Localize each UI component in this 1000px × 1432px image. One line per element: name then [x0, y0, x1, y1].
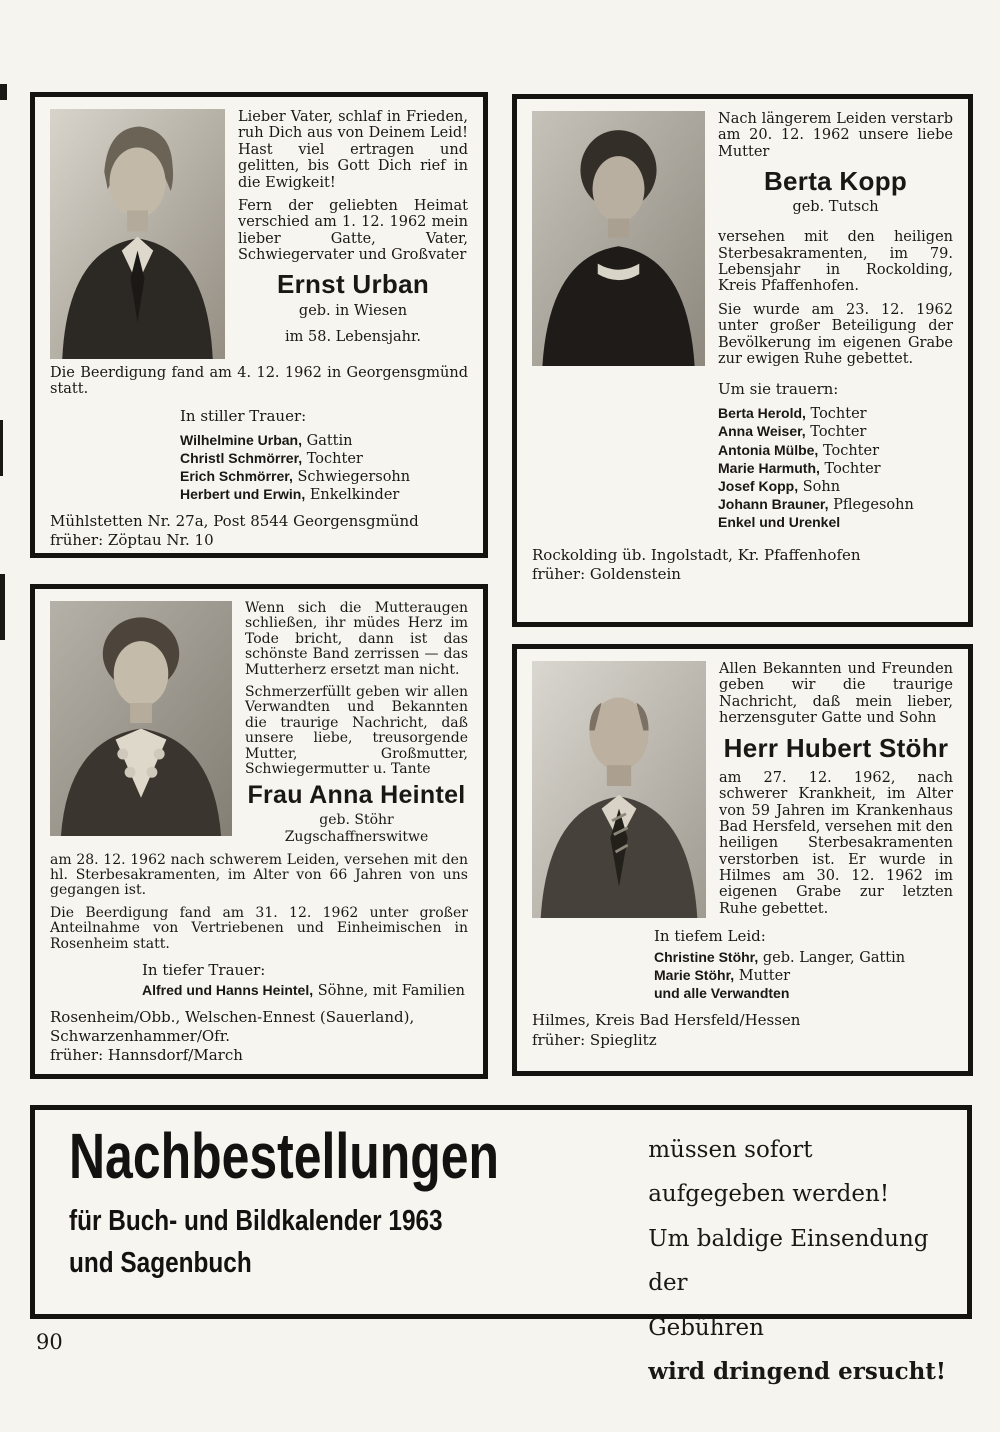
mourner-name: und alle Verwandten — [654, 985, 790, 1002]
mourner-name: Erich Schmörrer, — [180, 468, 293, 484]
obituary-anna-heintel — [30, 584, 488, 1079]
mourner-name: Josef Kopp, — [718, 477, 799, 494]
address-line: Schwarzenhammer/Ofr. — [50, 1027, 231, 1046]
intro-text: Allen Bekannten und Freunden geben wir die traurige Nachricht, daß mein lieber, herzensguter Gatte und Sohn — [719, 661, 953, 727]
obituary-top-row — [50, 601, 468, 847]
ad-title: Nachbestellungen — [69, 1120, 499, 1192]
mourner-role: Tochter — [306, 450, 363, 467]
address-line: früher: Hannsdorf/March — [50, 1046, 243, 1065]
mourner-name: Christl Schmörrer, — [180, 449, 303, 466]
obituary-berta-kopp — [512, 94, 973, 627]
mourner-role: Tochter — [822, 442, 880, 459]
intro-text: Fern der geliebten Heimat verschied am 1. 12. 1962 mein lieber Gatte, Vater, Schwiegervater und Großvater — [238, 197, 468, 263]
body-text: am 27. 12. 1962, nach schwerer Krankheit, im Alter von 59 Jahren im Krankenhaus Bad Hersfeld, versehen mit den heiligen Sterbesakramenten verstorben ist. Er wurde in Hilmes am 30. 12. 1962 im eigenen Grabe zur letzten Ruhe gebettet. — [719, 769, 953, 917]
mourning-label: In tiefem Leid: — [654, 927, 766, 945]
ad-text-line: müssen sofort aufgegeben werden! — [648, 1137, 890, 1208]
portrait-photo-man-suit — [50, 109, 225, 359]
portrait-photo-woman-dark-dress — [532, 111, 705, 366]
mourner-row — [718, 478, 953, 496]
mourner-row — [718, 423, 953, 441]
deceased-name: Ernst Urban — [276, 269, 430, 300]
deceased-name: Berta Kopp — [763, 166, 908, 197]
ad-subtitle-line: für Buch- und Bildkalender 1963 — [69, 1205, 443, 1237]
mourners-list — [180, 432, 468, 505]
mourner-name: Marie Harmuth, — [718, 459, 820, 476]
mourner-role: Pflegesohn — [833, 496, 914, 513]
obituary-top-row — [50, 109, 468, 359]
ad-text-line: Um baldige Einsendung der — [648, 1225, 929, 1297]
mourner-row — [654, 967, 953, 985]
obituary-text-column — [719, 661, 953, 917]
mourner-role: Tochter — [810, 424, 867, 441]
mourners-list — [654, 949, 953, 1003]
mourner-row — [180, 450, 468, 468]
mourner-row — [654, 949, 953, 967]
mourner-role: geb. Langer, Gattin — [762, 950, 906, 966]
mourner-name: Marie Stöhr, — [654, 967, 735, 984]
mourning-block — [142, 961, 468, 1000]
mourner-row — [718, 514, 953, 532]
mourner-row — [718, 496, 953, 514]
birth-line: geb. Stöhr — [319, 811, 394, 828]
mourner-name: Alfred und Hanns Heintel, — [142, 981, 314, 998]
intro-text: Schmerzerfüllt geben wir allen Verwandten und Bekannten die traurige Nachricht, daß unsere liebe, treusorgende Mutter, Großmutter, Schwiegermutter u. Tante — [245, 683, 468, 777]
mourner-row — [718, 460, 953, 478]
epigraph-text: Lieber Vater, schlaf in Frieden, ruh Dich aus von Deinem Leid! Hast viel ertragen und gelitten, bis Gott Dich rief in die Ewigkeit! — [238, 109, 468, 191]
mourner-role: Söhne, mit Familien — [317, 982, 465, 999]
obituary-hubert-stoehr — [512, 644, 973, 1076]
ad-subtitle-block — [69, 1200, 620, 1284]
scan-artifact — [0, 84, 7, 100]
address-block — [532, 546, 953, 584]
birth-line: geb. Tutsch — [792, 199, 879, 216]
mourning-block — [654, 927, 953, 1003]
title-line: Zugschaffnerswitwe — [284, 829, 429, 846]
mourner-role: Tochter — [824, 460, 881, 477]
page-number: 90 — [36, 1330, 63, 1354]
mourner-row — [718, 405, 953, 423]
ad-text-block — [620, 1110, 967, 1385]
mourner-name: Antonia Mülbe, — [718, 441, 819, 458]
mourning-label: In tiefer Trauer: — [142, 960, 266, 979]
deceased-name: Herr Hubert Stöhr — [723, 732, 949, 763]
mourner-role: Gattin — [306, 432, 353, 449]
address-line: früher: Goldenstein — [532, 565, 681, 584]
mourner-name: Anna Weiser, — [718, 423, 806, 440]
mourner-row — [180, 486, 468, 504]
mourner-row — [180, 432, 468, 450]
mourner-role: Tochter — [810, 406, 867, 423]
body-text: Sie wurde am 23. 12. 1962 unter großer Beteiligung der Bevölkerung im eigenen Grabe zur ewigen Ruhe gebettet. — [718, 301, 953, 367]
address-block — [50, 1008, 468, 1066]
burial-text: Die Beerdigung fand am 4. 12. 1962 in Georgensgmünd statt. — [50, 365, 468, 398]
body-text: am 28. 12. 1962 nach schwerem Leiden, versehen mit den hl. Sterbesakramenten, im Alter von 66 Jahren von uns gegangen ist. — [50, 851, 468, 899]
portrait-photo-bald-man-suit — [532, 661, 706, 918]
mourners-list — [718, 405, 953, 532]
mourner-row — [654, 985, 953, 1003]
address-line: Rosenheim/Obb., Welschen-Ennest (Sauerland), — [50, 1008, 415, 1027]
obituary-text-column — [718, 111, 953, 532]
address-block — [532, 1011, 953, 1049]
epigraph-text: Wenn sich die Mutteraugen schließen, ihr müdes Herz im Tode bricht, dann ist das schönste Band zerrissen — das Mutterherz ersetzt man nicht. — [245, 600, 468, 678]
intro-text: Nach längerem Leiden verstarb am 20. 12. 1962 unsere liebe Mutter — [718, 111, 953, 160]
burial-text: Die Beerdigung fand am 31. 12. 1962 unter großer Anteilnahme von Vertriebenen und Einheimischen in Rosenheim statt. — [50, 904, 468, 952]
address-line: Mühlstetten Nr. 27a, Post 8544 Georgensgmünd — [50, 512, 419, 531]
mourner-role: Mutter — [738, 968, 791, 985]
ad-subtitle-line: und Sagenbuch — [69, 1247, 252, 1280]
ad-title-block — [35, 1110, 620, 1314]
scan-artifact — [0, 574, 5, 640]
address-block — [50, 512, 468, 550]
birth-line: geb. in Wiesen — [298, 302, 408, 319]
mourner-name: Berta Herold, — [718, 405, 806, 422]
mourner-role: Enkelkinder — [309, 487, 400, 504]
ad-text-line: Gebühren — [648, 1314, 764, 1341]
mourners-list — [142, 982, 468, 1000]
age-line: im 58. Lebensjahr. — [285, 328, 421, 345]
obituary-top-row — [532, 111, 953, 532]
mourner-row — [142, 982, 468, 1000]
deceased-name: Frau Anna Heintel — [247, 781, 466, 810]
mourning-label: Um sie trauern: — [718, 380, 839, 399]
mourning-block — [180, 407, 468, 505]
address-line: früher: Zöptau Nr. 10 — [50, 531, 214, 550]
obituary-text-column — [238, 109, 468, 346]
mourner-name: Wilhelmine Urban, — [180, 431, 303, 448]
address-line: Hilmes, Kreis Bad Hersfeld/Hessen — [532, 1011, 801, 1030]
obituary-text-column — [245, 601, 468, 847]
address-line: früher: Spieglitz — [532, 1030, 657, 1049]
mourner-row — [180, 468, 468, 486]
mourner-name: Christine Stöhr, — [654, 949, 759, 965]
mourner-name: Herbert und Erwin, — [180, 486, 306, 503]
mourner-row — [718, 442, 953, 460]
mourner-name: Johann Brauner, — [718, 495, 829, 512]
portrait-photo-woman-lace-collar — [50, 601, 232, 836]
obituary-ernst-urban — [30, 92, 488, 558]
mourning-label: In stiller Trauer: — [180, 406, 307, 425]
scan-artifact — [0, 420, 3, 476]
mourner-name: Enkel und Urenkel — [718, 514, 841, 531]
ad-text-line-bold: wird dringend ersucht! — [648, 1357, 947, 1385]
address-line: Rockolding üb. Ingolstadt, Kr. Pfaffenhofen — [532, 546, 861, 565]
obituary-top-row — [532, 661, 953, 918]
body-text: versehen mit den heiligen Sterbesakramenten, im 79. Lebensjahr in Rockolding, Kreis Pfaffenhofen. — [718, 229, 953, 295]
mourner-role: Sohn — [802, 478, 841, 495]
mourner-role: Schwiegersohn — [297, 469, 411, 485]
